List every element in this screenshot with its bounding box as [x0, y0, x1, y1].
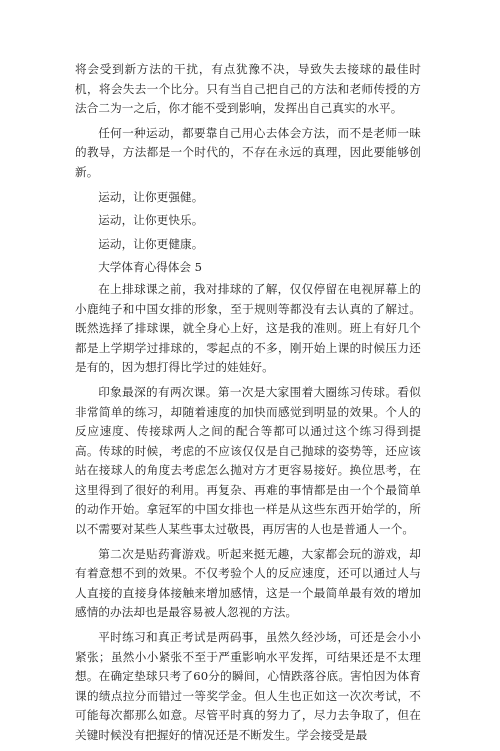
paragraph: 运动，让你更强健。 — [98, 189, 204, 204]
section-title: 大学体育心得体会 5 — [98, 260, 202, 275]
paragraph: 在上排球课之前，我对排球的了解，仅仅停留在电视屏幕上的小鹿纯子和中国女排的形象，至于规则等都没有去认真的了解过。既然选择了排球课，就全身心上好，这是我的准则。班上有好几个都是上学期学过排球的，零起点的不多，刚开始上课的时候压力还是有的，因为想打得比学过的娃娃好。 — [75, 281, 421, 375]
paragraph: 运动，让你更快乐。 — [98, 213, 204, 228]
document-body — [75, 60, 421, 751]
paragraph: 任何一种运动，都要靠自己用心去体会方法，而不是老师一昧的教导，方法都是一个时代的，不存在永远的真理，因此要能够创新。 — [75, 125, 421, 179]
paragraph: 印象最深的有两次课。第一次是大家围着大圈练习传球。看似非常简单的练习，却随着速度的加快而感觉到明显的效果。个人的反应速度、传接球两人之间的配合等都可以通过这个练习得到提高。传球的时候，考虑的不应该仅仅是自己抛球的姿势等，还应该站在接球人的角度去考虑怎么抛对方才更容易接好。换位思考，在这里得到了很好的利用。再复杂、再难的事情都是由一个个最简单的动作开始。拿冠军的中国女排也一样是从这些东西开始学的，所以不需要对某些人某些事太过敬畏，再厉害的人也是普通人一个。 — [75, 384, 421, 537]
paragraph: 第二次是贴药膏游戏。听起来挺无趣，大家都会玩的游戏，却有着意想不到的效果。不仅考验个人的反应速度，还可以通过人与人直接的直接身体接触来增加感情，这是一个最简单最有效的增加感情的办法却也是最容易被人忽视的方法。 — [75, 546, 421, 620]
paragraph: 平时练习和真正考试是两码事，虽然久经沙场，可还是会小小紧张；虽然小小紧张不至于严重影响水平发挥，可结果还是不太理想。在确定垫球只考了60分的瞬间，心情跌落谷底。害怕因为体育课的绩点拉分而错过一等奖学金。但人生也正如这一次次考试，不可能每次都那么如意。尽管平时真的努力了，尽力去争取了，但在关键时候没有把握好的情况还是不断发生。学会接受是最 — [75, 630, 421, 742]
paragraph: 将会受到新方法的干扰，有点犹豫不决，导致失去接球的最佳时机，将会失去一个比分。只有当自己把自己的方法和老师传授的方法合二为一之后，你才能不受到影响，发挥出自己真实的水平。 — [75, 62, 421, 116]
paragraph: 运动，让你更健康。 — [98, 236, 204, 251]
